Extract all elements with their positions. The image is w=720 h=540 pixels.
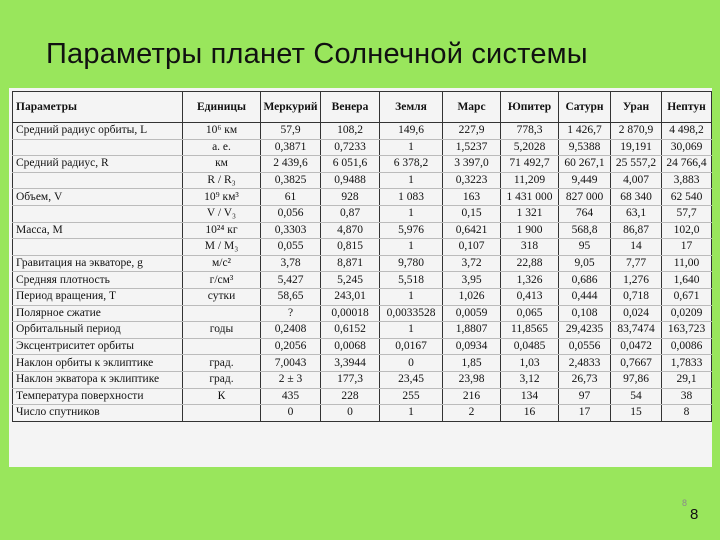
value-cell: 1,7833 <box>662 355 712 372</box>
value-cell: 2 870,9 <box>611 123 662 140</box>
value-cell: 0,413 <box>501 288 559 305</box>
parameter-name-cell <box>13 172 183 189</box>
value-cell: 134 <box>501 388 559 405</box>
value-cell: 60 267,1 <box>559 156 611 173</box>
table-row <box>13 355 712 372</box>
value-cell: 3,883 <box>662 172 712 189</box>
value-cell: 778,3 <box>501 123 559 140</box>
value-cell: 0,055 <box>261 239 321 256</box>
table-row <box>13 255 712 272</box>
parameter-name-cell <box>13 205 183 222</box>
header-cell: Уран <box>611 92 662 123</box>
value-cell: 9,449 <box>559 172 611 189</box>
value-cell: 1 <box>380 239 443 256</box>
value-cell: 0,87 <box>321 205 380 222</box>
value-cell: 68 340 <box>611 189 662 206</box>
header-parameters: Параметры <box>13 92 183 123</box>
planet-parameters-table <box>12 91 712 422</box>
value-cell: 57,7 <box>662 205 712 222</box>
value-cell: 0,3871 <box>261 139 321 156</box>
header-cell: Нептун <box>662 92 712 123</box>
unit-cell: годы <box>183 322 261 339</box>
value-cell: 9,780 <box>380 255 443 272</box>
table-container <box>9 88 712 467</box>
value-cell: 163,723 <box>662 322 712 339</box>
value-cell: 8,871 <box>321 255 380 272</box>
parameter-name-cell: Число спутников <box>13 405 183 422</box>
value-cell: 177,3 <box>321 371 380 388</box>
value-cell: 568,8 <box>559 222 611 239</box>
unit-cell: 10²⁴ кг <box>183 222 261 239</box>
value-cell: 1,026 <box>443 288 501 305</box>
unit-cell <box>183 338 261 355</box>
value-cell: 7,77 <box>611 255 662 272</box>
table-row <box>13 205 712 222</box>
value-cell: 11,209 <box>501 172 559 189</box>
value-cell: 0,0033528 <box>380 305 443 322</box>
value-cell: 764 <box>559 205 611 222</box>
value-cell: 2 <box>443 405 501 422</box>
header-cell: Венера <box>321 92 380 123</box>
table-row <box>13 172 712 189</box>
value-cell: 5,2028 <box>501 139 559 156</box>
value-cell: 1 900 <box>501 222 559 239</box>
value-cell: 71 492,7 <box>501 156 559 173</box>
header-cell: Юпитер <box>501 92 559 123</box>
unit-cell: а. е. <box>183 139 261 156</box>
value-cell: 0,0485 <box>501 338 559 355</box>
value-cell: 228 <box>321 388 380 405</box>
value-cell: 58,65 <box>261 288 321 305</box>
value-cell: 3,95 <box>443 272 501 289</box>
page-number: 8 <box>690 506 699 523</box>
value-cell: 16 <box>501 405 559 422</box>
value-cell: 1 426,7 <box>559 123 611 140</box>
value-cell: 0,2408 <box>261 322 321 339</box>
value-cell: 0,718 <box>611 288 662 305</box>
value-cell: 24 766,4 <box>662 156 712 173</box>
unit-cell: R / R₃ <box>183 172 261 189</box>
table-row <box>13 189 712 206</box>
value-cell: 928 <box>321 189 380 206</box>
value-cell: 6 378,2 <box>380 156 443 173</box>
value-cell: 29,1 <box>662 371 712 388</box>
value-cell: 1,5237 <box>443 139 501 156</box>
value-cell: 97 <box>559 388 611 405</box>
value-cell: 0,7233 <box>321 139 380 156</box>
page-number-faint: 8 <box>682 498 688 508</box>
value-cell: 38 <box>662 388 712 405</box>
value-cell: 86,87 <box>611 222 662 239</box>
value-cell: 29,4235 <box>559 322 611 339</box>
value-cell: 57,9 <box>261 123 321 140</box>
value-cell: 0,0934 <box>443 338 501 355</box>
unit-cell: M / M₃ <box>183 239 261 256</box>
value-cell: 23,98 <box>443 371 501 388</box>
parameter-name-cell: Масса, M <box>13 222 183 239</box>
parameter-name-cell: Температура поверхности <box>13 388 183 405</box>
value-cell: 0,0209 <box>662 305 712 322</box>
parameter-name-cell: Средний радиус орбиты, L <box>13 123 183 140</box>
value-cell: 3,3944 <box>321 355 380 372</box>
value-cell: 1 <box>380 405 443 422</box>
value-cell: 0,0167 <box>380 338 443 355</box>
value-cell: 5,518 <box>380 272 443 289</box>
value-cell: 2 439,6 <box>261 156 321 173</box>
value-cell: 0,6152 <box>321 322 380 339</box>
value-cell: 14 <box>611 239 662 256</box>
header-cell: Марс <box>443 92 501 123</box>
value-cell: 83,7474 <box>611 322 662 339</box>
value-cell: 8 <box>662 405 712 422</box>
parameter-name-cell <box>13 139 183 156</box>
value-cell: 30,069 <box>662 139 712 156</box>
value-cell: 0,3303 <box>261 222 321 239</box>
value-cell: 0,3223 <box>443 172 501 189</box>
value-cell: 19,191 <box>611 139 662 156</box>
value-cell: 15 <box>611 405 662 422</box>
value-cell: 9,05 <box>559 255 611 272</box>
value-cell: 0,00018 <box>321 305 380 322</box>
value-cell: 149,6 <box>380 123 443 140</box>
value-cell: 1,326 <box>501 272 559 289</box>
value-cell: ? <box>261 305 321 322</box>
value-cell: 5,976 <box>380 222 443 239</box>
unit-cell <box>183 405 261 422</box>
value-cell: 23,45 <box>380 371 443 388</box>
value-cell: 1 321 <box>501 205 559 222</box>
value-cell: 0,444 <box>559 288 611 305</box>
value-cell: 0,6421 <box>443 222 501 239</box>
value-cell: 1 083 <box>380 189 443 206</box>
table-row <box>13 288 712 305</box>
unit-cell: град. <box>183 371 261 388</box>
table-row <box>13 371 712 388</box>
value-cell: 4,007 <box>611 172 662 189</box>
value-cell: 11,00 <box>662 255 712 272</box>
unit-cell <box>183 305 261 322</box>
value-cell: 0,686 <box>559 272 611 289</box>
table-header-row <box>13 92 712 123</box>
table-row <box>13 272 712 289</box>
value-cell: 17 <box>559 405 611 422</box>
value-cell: 1,276 <box>611 272 662 289</box>
parameter-name-cell: Наклон орбиты к эклиптике <box>13 355 183 372</box>
unit-cell: 10⁶ км <box>183 123 261 140</box>
value-cell: 1 <box>380 205 443 222</box>
value-cell: 4,870 <box>321 222 380 239</box>
header-cell: Сатурн <box>559 92 611 123</box>
table-row <box>13 322 712 339</box>
value-cell: 1 <box>380 288 443 305</box>
parameter-name-cell: Средний радиус, R <box>13 156 183 173</box>
value-cell: 11,8565 <box>501 322 559 339</box>
value-cell: 108,2 <box>321 123 380 140</box>
value-cell: 26,73 <box>559 371 611 388</box>
parameter-name-cell: Полярное сжатие <box>13 305 183 322</box>
value-cell: 0,107 <box>443 239 501 256</box>
parameter-name-cell: Наклон экватора к эклиптике <box>13 371 183 388</box>
value-cell: 227,9 <box>443 123 501 140</box>
value-cell: 0,15 <box>443 205 501 222</box>
value-cell: 243,01 <box>321 288 380 305</box>
header-cell: Меркурий <box>261 92 321 123</box>
value-cell: 0,2056 <box>261 338 321 355</box>
value-cell: 0,3825 <box>261 172 321 189</box>
table-row <box>13 139 712 156</box>
parameter-name-cell: Орбитальный период <box>13 322 183 339</box>
value-cell: 6 051,6 <box>321 156 380 173</box>
value-cell: 0,815 <box>321 239 380 256</box>
value-cell: 7,0043 <box>261 355 321 372</box>
value-cell: 1 431 000 <box>501 189 559 206</box>
header-cell: Земля <box>380 92 443 123</box>
value-cell: 0,0556 <box>559 338 611 355</box>
value-cell: 102,0 <box>662 222 712 239</box>
value-cell: 0 <box>261 405 321 422</box>
unit-cell: 10⁹ км³ <box>183 189 261 206</box>
value-cell: 0,024 <box>611 305 662 322</box>
parameter-name-cell: Эксцентриситет орбиты <box>13 338 183 355</box>
table-row <box>13 305 712 322</box>
value-cell: 63,1 <box>611 205 662 222</box>
value-cell: 435 <box>261 388 321 405</box>
value-cell: 61 <box>261 189 321 206</box>
unit-cell: сутки <box>183 288 261 305</box>
value-cell: 827 000 <box>559 189 611 206</box>
parameter-name-cell: Средняя плотность <box>13 272 183 289</box>
value-cell: 216 <box>443 388 501 405</box>
unit-cell: V / V₃ <box>183 205 261 222</box>
value-cell: 2 ± 3 <box>261 371 321 388</box>
table-row <box>13 156 712 173</box>
value-cell: 3 397,0 <box>443 156 501 173</box>
unit-cell: град. <box>183 355 261 372</box>
value-cell: 2,4833 <box>559 355 611 372</box>
value-cell: 1,640 <box>662 272 712 289</box>
value-cell: 97,86 <box>611 371 662 388</box>
value-cell: 25 557,2 <box>611 156 662 173</box>
value-cell: 255 <box>380 388 443 405</box>
parameter-name-cell: Гравитация на экваторе, g <box>13 255 183 272</box>
value-cell: 0,7667 <box>611 355 662 372</box>
table-row <box>13 222 712 239</box>
value-cell: 0,0068 <box>321 338 380 355</box>
value-cell: 1,8807 <box>443 322 501 339</box>
value-cell: 1 <box>380 322 443 339</box>
value-cell: 1,03 <box>501 355 559 372</box>
value-cell: 3,78 <box>261 255 321 272</box>
value-cell: 9,5388 <box>559 139 611 156</box>
value-cell: 4 498,2 <box>662 123 712 140</box>
value-cell: 0,108 <box>559 305 611 322</box>
unit-cell: км <box>183 156 261 173</box>
value-cell: 62 540 <box>662 189 712 206</box>
value-cell: 1,85 <box>443 355 501 372</box>
unit-cell: К <box>183 388 261 405</box>
parameter-name-cell: Объем, V <box>13 189 183 206</box>
table-row <box>13 239 712 256</box>
value-cell: 0 <box>321 405 380 422</box>
table-row <box>13 388 712 405</box>
value-cell: 3,12 <box>501 371 559 388</box>
value-cell: 54 <box>611 388 662 405</box>
value-cell: 1 <box>380 172 443 189</box>
value-cell: 0,065 <box>501 305 559 322</box>
value-cell: 0 <box>380 355 443 372</box>
value-cell: 5,427 <box>261 272 321 289</box>
table-row <box>13 123 712 140</box>
value-cell: 0,056 <box>261 205 321 222</box>
parameter-name-cell: Период вращения, T <box>13 288 183 305</box>
value-cell: 1 <box>380 139 443 156</box>
value-cell: 163 <box>443 189 501 206</box>
value-cell: 95 <box>559 239 611 256</box>
value-cell: 0,0086 <box>662 338 712 355</box>
value-cell: 0,671 <box>662 288 712 305</box>
parameter-name-cell <box>13 239 183 256</box>
value-cell: 22,88 <box>501 255 559 272</box>
value-cell: 0,0472 <box>611 338 662 355</box>
unit-cell: м/с² <box>183 255 261 272</box>
unit-cell: г/см³ <box>183 272 261 289</box>
value-cell: 17 <box>662 239 712 256</box>
value-cell: 318 <box>501 239 559 256</box>
header-cell: Единицы <box>183 92 261 123</box>
value-cell: 3,72 <box>443 255 501 272</box>
value-cell: 0,0059 <box>443 305 501 322</box>
table-row <box>13 338 712 355</box>
slide-title: Параметры планет Солнечной системы <box>46 38 588 70</box>
value-cell: 0,9488 <box>321 172 380 189</box>
value-cell: 5,245 <box>321 272 380 289</box>
table-row <box>13 405 712 422</box>
